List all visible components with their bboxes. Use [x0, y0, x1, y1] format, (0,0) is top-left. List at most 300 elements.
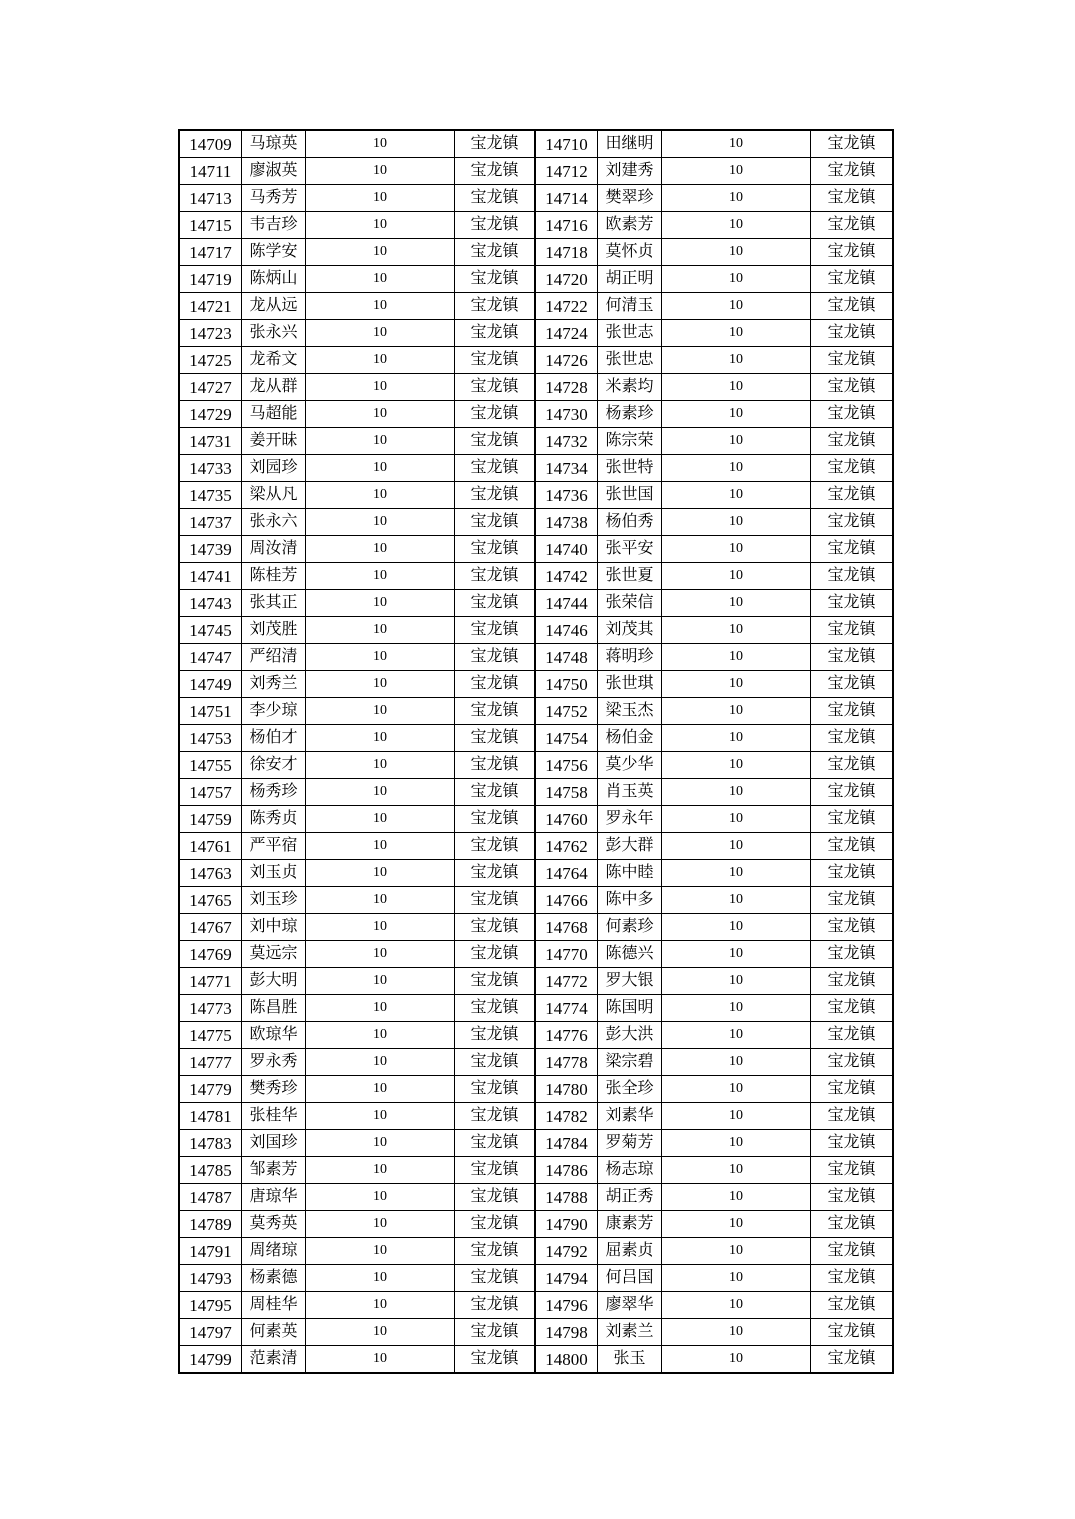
record-id-cell: 14725 [179, 347, 242, 374]
amount-cell: 10 [306, 185, 455, 212]
amount-cell: 10 [306, 1211, 455, 1238]
town-name-cell: 宝龙镇 [455, 293, 536, 320]
town-name-cell: 宝龙镇 [811, 941, 894, 968]
table-row [179, 320, 893, 347]
person-name-cell: 田继明 [598, 130, 662, 158]
amount-cell: 10 [306, 1265, 455, 1292]
person-name-cell: 杨秀珍 [242, 779, 306, 806]
record-id-cell: 14771 [179, 968, 242, 995]
town-name-cell: 宝龙镇 [811, 212, 894, 239]
record-id-cell: 14781 [179, 1103, 242, 1130]
person-name-cell: 廖翠华 [598, 1292, 662, 1319]
amount-cell: 10 [306, 347, 455, 374]
town-name-cell: 宝龙镇 [811, 1184, 894, 1211]
record-id-cell: 14737 [179, 509, 242, 536]
amount-cell: 10 [306, 509, 455, 536]
person-name-cell: 米素均 [598, 374, 662, 401]
amount-cell: 10 [306, 995, 455, 1022]
amount-cell: 10 [306, 779, 455, 806]
record-id-cell: 14762 [535, 833, 598, 860]
town-name-cell: 宝龙镇 [455, 1049, 536, 1076]
amount-cell: 10 [306, 968, 455, 995]
person-name-cell: 刘园珍 [242, 455, 306, 482]
record-id-cell: 14736 [535, 482, 598, 509]
person-name-cell: 张其正 [242, 590, 306, 617]
person-name-cell: 蒋明珍 [598, 644, 662, 671]
record-id-cell: 14755 [179, 752, 242, 779]
person-name-cell: 刘国珍 [242, 1130, 306, 1157]
person-name-cell: 陈宗荣 [598, 428, 662, 455]
table-row [179, 1238, 893, 1265]
amount-cell: 10 [306, 266, 455, 293]
town-name-cell: 宝龙镇 [455, 590, 536, 617]
amount-cell: 10 [662, 401, 811, 428]
table-row [179, 725, 893, 752]
amount-cell: 10 [306, 1157, 455, 1184]
table-row [179, 995, 893, 1022]
person-name-cell: 张世国 [598, 482, 662, 509]
record-id-cell: 14746 [535, 617, 598, 644]
person-name-cell: 欧琼华 [242, 1022, 306, 1049]
person-name-cell: 彭大明 [242, 968, 306, 995]
town-name-cell: 宝龙镇 [811, 725, 894, 752]
record-id-cell: 14774 [535, 995, 598, 1022]
table-row [179, 1076, 893, 1103]
town-name-cell: 宝龙镇 [455, 374, 536, 401]
amount-cell: 10 [662, 941, 811, 968]
record-id-cell: 14750 [535, 671, 598, 698]
amount-cell: 10 [662, 968, 811, 995]
record-id-cell: 14721 [179, 293, 242, 320]
town-name-cell: 宝龙镇 [811, 130, 894, 158]
table-row [179, 482, 893, 509]
record-id-cell: 14789 [179, 1211, 242, 1238]
person-name-cell: 杨伯才 [242, 725, 306, 752]
person-name-cell: 莫怀贞 [598, 239, 662, 266]
amount-cell: 10 [662, 725, 811, 752]
record-id-cell: 14775 [179, 1022, 242, 1049]
town-name-cell: 宝龙镇 [811, 293, 894, 320]
record-id-cell: 14780 [535, 1076, 598, 1103]
table-row [179, 914, 893, 941]
town-name-cell: 宝龙镇 [811, 509, 894, 536]
person-name-cell: 胡正秀 [598, 1184, 662, 1211]
amount-cell: 10 [306, 671, 455, 698]
town-name-cell: 宝龙镇 [455, 806, 536, 833]
record-id-cell: 14714 [535, 185, 598, 212]
town-name-cell: 宝龙镇 [455, 617, 536, 644]
amount-cell: 10 [306, 1049, 455, 1076]
town-name-cell: 宝龙镇 [455, 266, 536, 293]
table-row [179, 860, 893, 887]
town-name-cell: 宝龙镇 [811, 806, 894, 833]
person-name-cell: 邹素芳 [242, 1157, 306, 1184]
person-name-cell: 刘茂胜 [242, 617, 306, 644]
person-name-cell: 严平宿 [242, 833, 306, 860]
amount-cell: 10 [306, 914, 455, 941]
amount-cell: 10 [662, 482, 811, 509]
table-row [179, 941, 893, 968]
record-id-cell: 14730 [535, 401, 598, 428]
record-id-cell: 14764 [535, 860, 598, 887]
person-name-cell: 张世夏 [598, 563, 662, 590]
town-name-cell: 宝龙镇 [811, 1211, 894, 1238]
record-id-cell: 14709 [179, 130, 242, 158]
town-name-cell: 宝龙镇 [811, 455, 894, 482]
amount-cell: 10 [306, 806, 455, 833]
person-name-cell: 张世特 [598, 455, 662, 482]
town-name-cell: 宝龙镇 [811, 239, 894, 266]
table-row [179, 671, 893, 698]
record-id-cell: 14784 [535, 1130, 598, 1157]
table-row [179, 158, 893, 185]
amount-cell: 10 [662, 860, 811, 887]
town-name-cell: 宝龙镇 [455, 130, 536, 158]
town-name-cell: 宝龙镇 [455, 1238, 536, 1265]
amount-cell: 10 [306, 833, 455, 860]
person-name-cell: 张世志 [598, 320, 662, 347]
amount-cell: 10 [662, 833, 811, 860]
person-name-cell: 欧素芳 [598, 212, 662, 239]
town-name-cell: 宝龙镇 [455, 185, 536, 212]
amount-cell: 10 [306, 536, 455, 563]
table-row [179, 1292, 893, 1319]
amount-cell: 10 [662, 1130, 811, 1157]
record-id-cell: 14787 [179, 1184, 242, 1211]
town-name-cell: 宝龙镇 [455, 914, 536, 941]
person-name-cell: 陈学安 [242, 239, 306, 266]
town-name-cell: 宝龙镇 [455, 509, 536, 536]
town-name-cell: 宝龙镇 [811, 347, 894, 374]
record-id-cell: 14773 [179, 995, 242, 1022]
table-row [179, 1319, 893, 1346]
amount-cell: 10 [662, 590, 811, 617]
amount-cell: 10 [306, 698, 455, 725]
amount-cell: 10 [662, 1346, 811, 1374]
record-id-cell: 14739 [179, 536, 242, 563]
amount-cell: 10 [662, 1292, 811, 1319]
town-name-cell: 宝龙镇 [811, 887, 894, 914]
person-name-cell: 张平安 [598, 536, 662, 563]
record-id-cell: 14749 [179, 671, 242, 698]
record-id-cell: 14763 [179, 860, 242, 887]
amount-cell: 10 [306, 1184, 455, 1211]
person-name-cell: 龙从群 [242, 374, 306, 401]
person-name-cell: 范素清 [242, 1346, 306, 1374]
person-name-cell: 周汝清 [242, 536, 306, 563]
record-id-cell: 14782 [535, 1103, 598, 1130]
record-id-cell: 14770 [535, 941, 598, 968]
amount-cell: 10 [662, 428, 811, 455]
town-name-cell: 宝龙镇 [455, 563, 536, 590]
record-id-cell: 14757 [179, 779, 242, 806]
table-row [179, 1103, 893, 1130]
person-name-cell: 龙希文 [242, 347, 306, 374]
person-name-cell: 张玉 [598, 1346, 662, 1374]
person-name-cell: 罗永年 [598, 806, 662, 833]
amount-cell: 10 [306, 1130, 455, 1157]
person-name-cell: 周绪琼 [242, 1238, 306, 1265]
town-name-cell: 宝龙镇 [455, 536, 536, 563]
person-name-cell: 杨志琼 [598, 1157, 662, 1184]
town-name-cell: 宝龙镇 [455, 779, 536, 806]
amount-cell: 10 [306, 1103, 455, 1130]
person-name-cell: 樊翠珍 [598, 185, 662, 212]
record-id-cell: 14729 [179, 401, 242, 428]
amount-cell: 10 [662, 320, 811, 347]
table-row [179, 428, 893, 455]
person-name-cell: 何吕国 [598, 1265, 662, 1292]
town-name-cell: 宝龙镇 [455, 1103, 536, 1130]
amount-cell: 10 [306, 752, 455, 779]
town-name-cell: 宝龙镇 [455, 752, 536, 779]
person-name-cell: 梁从凡 [242, 482, 306, 509]
table-row [179, 1211, 893, 1238]
person-name-cell: 杨伯秀 [598, 509, 662, 536]
record-id-cell: 14752 [535, 698, 598, 725]
town-name-cell: 宝龙镇 [455, 995, 536, 1022]
amount-cell: 10 [662, 779, 811, 806]
town-name-cell: 宝龙镇 [811, 374, 894, 401]
record-id-cell: 14720 [535, 266, 598, 293]
person-name-cell: 马秀芳 [242, 185, 306, 212]
record-id-cell: 14767 [179, 914, 242, 941]
person-name-cell: 徐安才 [242, 752, 306, 779]
amount-cell: 10 [306, 563, 455, 590]
town-name-cell: 宝龙镇 [455, 1211, 536, 1238]
record-id-cell: 14747 [179, 644, 242, 671]
town-name-cell: 宝龙镇 [811, 1049, 894, 1076]
record-id-cell: 14791 [179, 1238, 242, 1265]
person-name-cell: 刘秀兰 [242, 671, 306, 698]
amount-cell: 10 [662, 914, 811, 941]
amount-cell: 10 [662, 887, 811, 914]
amount-cell: 10 [662, 293, 811, 320]
person-name-cell: 张桂华 [242, 1103, 306, 1130]
town-name-cell: 宝龙镇 [455, 698, 536, 725]
amount-cell: 10 [662, 806, 811, 833]
amount-cell: 10 [662, 266, 811, 293]
record-id-cell: 14761 [179, 833, 242, 860]
person-name-cell: 张世忠 [598, 347, 662, 374]
amount-cell: 10 [662, 239, 811, 266]
table-row [179, 833, 893, 860]
amount-cell: 10 [306, 130, 455, 158]
record-id-cell: 14732 [535, 428, 598, 455]
town-name-cell: 宝龙镇 [455, 1292, 536, 1319]
amount-cell: 10 [662, 1319, 811, 1346]
record-id-cell: 14776 [535, 1022, 598, 1049]
person-name-cell: 刘中琼 [242, 914, 306, 941]
person-name-cell: 马超能 [242, 401, 306, 428]
amount-cell: 10 [662, 1022, 811, 1049]
record-id-cell: 14800 [535, 1346, 598, 1374]
town-name-cell: 宝龙镇 [811, 860, 894, 887]
town-name-cell: 宝龙镇 [811, 833, 894, 860]
town-name-cell: 宝龙镇 [455, 428, 536, 455]
record-id-cell: 14741 [179, 563, 242, 590]
town-name-cell: 宝龙镇 [455, 833, 536, 860]
table-row [179, 130, 893, 158]
person-name-cell: 张永兴 [242, 320, 306, 347]
town-name-cell: 宝龙镇 [811, 1238, 894, 1265]
amount-cell: 10 [662, 455, 811, 482]
town-name-cell: 宝龙镇 [455, 347, 536, 374]
record-id-cell: 14743 [179, 590, 242, 617]
person-name-cell: 陈中睦 [598, 860, 662, 887]
record-id-cell: 14793 [179, 1265, 242, 1292]
person-name-cell: 严绍清 [242, 644, 306, 671]
amount-cell: 10 [662, 671, 811, 698]
record-id-cell: 14754 [535, 725, 598, 752]
person-name-cell: 罗大银 [598, 968, 662, 995]
person-name-cell: 龙从远 [242, 293, 306, 320]
table-row [179, 1157, 893, 1184]
amount-cell: 10 [306, 401, 455, 428]
town-name-cell: 宝龙镇 [811, 671, 894, 698]
person-name-cell: 梁宗碧 [598, 1049, 662, 1076]
town-name-cell: 宝龙镇 [811, 1076, 894, 1103]
table-row [179, 1265, 893, 1292]
town-name-cell: 宝龙镇 [455, 1130, 536, 1157]
town-name-cell: 宝龙镇 [811, 158, 894, 185]
person-name-cell: 唐琼华 [242, 1184, 306, 1211]
amount-cell: 10 [662, 509, 811, 536]
record-id-cell: 14734 [535, 455, 598, 482]
person-name-cell: 陈国明 [598, 995, 662, 1022]
table-row [179, 1130, 893, 1157]
amount-cell: 10 [306, 1346, 455, 1374]
record-id-cell: 14728 [535, 374, 598, 401]
record-id-cell: 14710 [535, 130, 598, 158]
record-id-cell: 14718 [535, 239, 598, 266]
record-id-cell: 14753 [179, 725, 242, 752]
amount-cell: 10 [306, 1022, 455, 1049]
amount-cell: 10 [662, 1157, 811, 1184]
table-row [179, 1022, 893, 1049]
town-name-cell: 宝龙镇 [811, 752, 894, 779]
amount-cell: 10 [662, 752, 811, 779]
town-name-cell: 宝龙镇 [811, 320, 894, 347]
town-name-cell: 宝龙镇 [811, 401, 894, 428]
person-name-cell: 罗菊芳 [598, 1130, 662, 1157]
amount-cell: 10 [306, 293, 455, 320]
amount-cell: 10 [662, 130, 811, 158]
town-name-cell: 宝龙镇 [811, 644, 894, 671]
town-name-cell: 宝龙镇 [811, 428, 894, 455]
amount-cell: 10 [662, 374, 811, 401]
record-id-cell: 14712 [535, 158, 598, 185]
person-name-cell: 刘茂其 [598, 617, 662, 644]
person-name-cell: 何素珍 [598, 914, 662, 941]
record-id-cell: 14797 [179, 1319, 242, 1346]
town-name-cell: 宝龙镇 [811, 1022, 894, 1049]
amount-cell: 10 [662, 698, 811, 725]
person-name-cell: 杨素德 [242, 1265, 306, 1292]
record-id-cell: 14777 [179, 1049, 242, 1076]
town-name-cell: 宝龙镇 [455, 1022, 536, 1049]
amount-cell: 10 [662, 1211, 811, 1238]
record-id-cell: 14794 [535, 1265, 598, 1292]
amount-cell: 10 [306, 1238, 455, 1265]
amount-cell: 10 [662, 1049, 811, 1076]
table-row [179, 887, 893, 914]
person-name-cell: 莫远宗 [242, 941, 306, 968]
town-name-cell: 宝龙镇 [455, 671, 536, 698]
amount-cell: 10 [306, 1319, 455, 1346]
town-name-cell: 宝龙镇 [811, 1346, 894, 1374]
record-id-cell: 14731 [179, 428, 242, 455]
town-name-cell: 宝龙镇 [455, 941, 536, 968]
amount-cell: 10 [306, 860, 455, 887]
town-name-cell: 宝龙镇 [455, 1076, 536, 1103]
record-id-cell: 14788 [535, 1184, 598, 1211]
town-name-cell: 宝龙镇 [811, 1292, 894, 1319]
record-id-cell: 14751 [179, 698, 242, 725]
town-name-cell: 宝龙镇 [455, 1157, 536, 1184]
amount-cell: 10 [306, 158, 455, 185]
table-row [179, 239, 893, 266]
record-id-cell: 14726 [535, 347, 598, 374]
town-name-cell: 宝龙镇 [455, 860, 536, 887]
town-name-cell: 宝龙镇 [811, 1103, 894, 1130]
person-name-cell: 马琼英 [242, 130, 306, 158]
town-name-cell: 宝龙镇 [811, 536, 894, 563]
town-name-cell: 宝龙镇 [811, 698, 894, 725]
person-name-cell: 张世琪 [598, 671, 662, 698]
person-name-cell: 彭大洪 [598, 1022, 662, 1049]
person-name-cell: 张荣信 [598, 590, 662, 617]
table-row [179, 185, 893, 212]
table-row [179, 806, 893, 833]
town-name-cell: 宝龙镇 [811, 1130, 894, 1157]
amount-cell: 10 [662, 1238, 811, 1265]
record-id-cell: 14765 [179, 887, 242, 914]
record-id-cell: 14783 [179, 1130, 242, 1157]
amount-cell: 10 [306, 1292, 455, 1319]
record-id-cell: 14744 [535, 590, 598, 617]
town-name-cell: 宝龙镇 [455, 725, 536, 752]
town-name-cell: 宝龙镇 [455, 158, 536, 185]
person-name-cell: 李少琼 [242, 698, 306, 725]
amount-cell: 10 [662, 1103, 811, 1130]
person-name-cell: 陈德兴 [598, 941, 662, 968]
table-row [179, 590, 893, 617]
amount-cell: 10 [306, 644, 455, 671]
person-name-cell: 胡正明 [598, 266, 662, 293]
record-id-cell: 14740 [535, 536, 598, 563]
table-row [179, 401, 893, 428]
amount-cell: 10 [662, 536, 811, 563]
record-id-cell: 14727 [179, 374, 242, 401]
person-name-cell: 陈桂芳 [242, 563, 306, 590]
record-id-cell: 14795 [179, 1292, 242, 1319]
person-name-cell: 康素芳 [598, 1211, 662, 1238]
amount-cell: 10 [662, 617, 811, 644]
town-name-cell: 宝龙镇 [455, 1265, 536, 1292]
amount-cell: 10 [662, 644, 811, 671]
person-name-cell: 屈素贞 [598, 1238, 662, 1265]
record-id-cell: 14722 [535, 293, 598, 320]
record-id-cell: 14742 [535, 563, 598, 590]
person-name-cell: 周桂华 [242, 1292, 306, 1319]
amount-cell: 10 [662, 1265, 811, 1292]
town-name-cell: 宝龙镇 [455, 401, 536, 428]
record-id-cell: 14779 [179, 1076, 242, 1103]
table-row [179, 1049, 893, 1076]
amount-cell: 10 [306, 725, 455, 752]
amount-cell: 10 [662, 212, 811, 239]
